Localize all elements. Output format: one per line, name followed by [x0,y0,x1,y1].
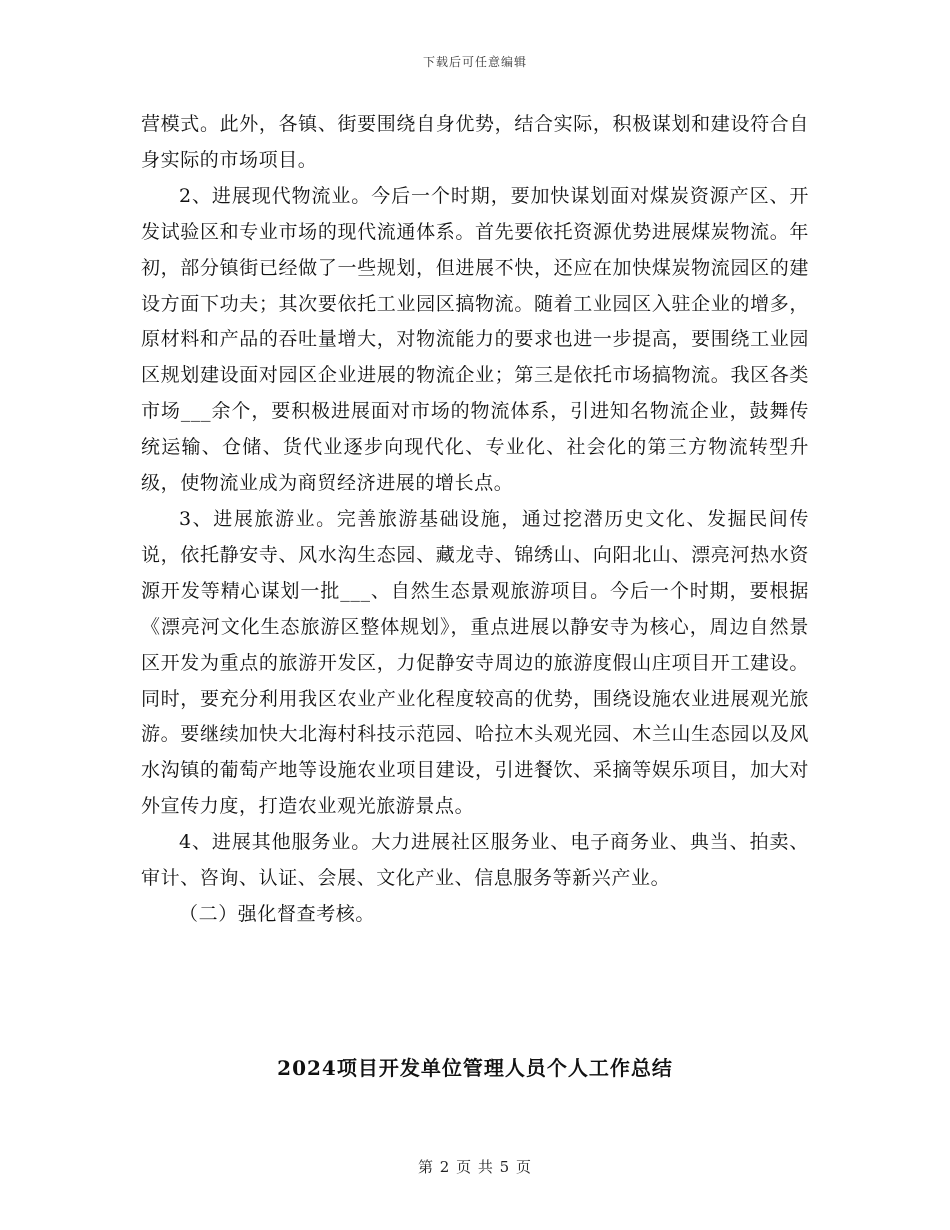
paragraph-other-services: 4、进展其他服务业。大力进展社区服务业、电子商务业、典当、拍卖、审计、咨询、认证、会展、文化产业、信息服务等新兴产业。 [141,831,809,890]
paragraph-logistics: 2、进展现代物流业。今后一个时期，要加快谋划面对煤炭资源产区、开发试验区和专业市场的现代流通体系。首先要依托资源优势进展煤炭物流。年初，部分镇街已经做了一些规划，但进展不快，还应在加快煤炭物流园区的建设方面下功夫；其次要依托工业园区搞物流。随着工业园区入驻企业的增多，原材料和产品的吞吐量增大，对物流能力的要求也进一步提高，要围绕工业园区规划建设面对园区企业进展的物流企业；第三是依托市场搞物流。我区各类市场___余个，要积极进展面对市场的物流体系，引进知名物流企业，鼓舞传统运输、仓储、货代业逐步向现代化、专业化、社会化的第三方物流转型升级，使物流业成为商贸经济进展的增长点。 [141,184,809,495]
paragraph-tourism: 3、进展旅游业。完善旅游基础设施，通过挖潜历史文化、发掘民间传说，依托静安寺、风水沟生态园、藏龙寺、锦绣山、向阳北山、漂亮河热水资源开发等精心谋划一批___、自然生态景观旅游项目。今后一个时期，要根据《漂亮河文化生态旅游区整体规划》，重点进展以静安寺为核心，周边自然景区开发为重点的旅游开发区，力促静安寺周边的旅游度假山庄项目开工建设。同时，要充分利用我区农业产业化程度较高的优势，围绕设施农业进展观光旅游。要继续加快大北海村科技示范园、哈拉木头观光园、木兰山生态园以及风水沟镇的葡萄产地等设施农业项目建设，引进餐饮、采摘等娱乐项目，加大对外宣传力度，打造农业观光旅游景点。 [141,507,809,818]
paragraph-continuation: 营模式。此外，各镇、街要围绕自身优势，结合实际，积极谋划和建设符合自身实际的市场项目。 [141,113,809,171]
document-body [141,107,809,933]
header-note: 下载后可任意编辑 [422,55,527,69]
document-title: 2024项目开发单位管理人员个人工作总结 [277,1056,673,1080]
page-number: 第 2 页 共 5 页 [418,1158,532,1176]
section-subheading: （二）强化督查考核。 [179,902,376,925]
